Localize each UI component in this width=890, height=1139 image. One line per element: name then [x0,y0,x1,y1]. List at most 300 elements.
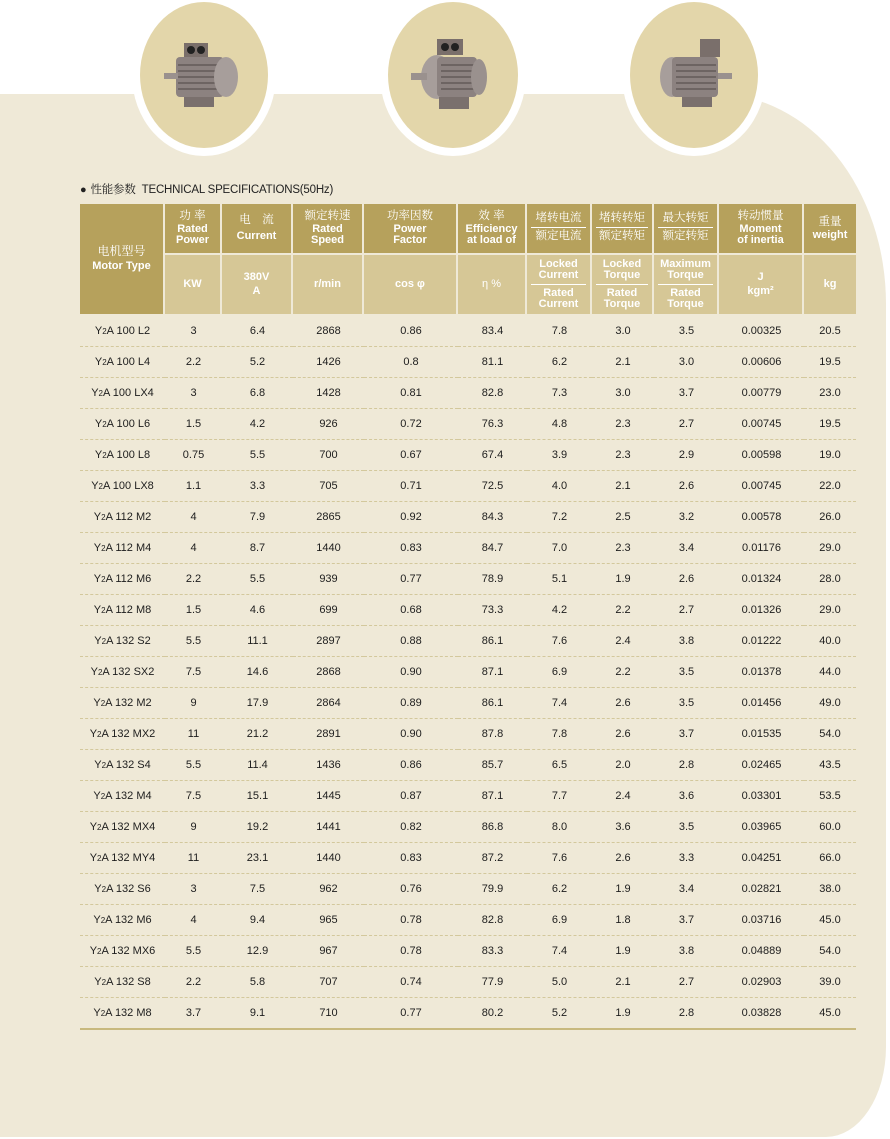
cell-max-torque-ratio: 3.7 [654,905,719,936]
cell-power-factor: 0.78 [364,936,458,967]
cell-locked-torque-ratio: 2.3 [592,533,654,564]
cell-efficiency: 73.3 [458,595,527,626]
cell-max-torque-ratio: 3.4 [654,874,719,905]
cell-max-torque-ratio: 3.8 [654,936,719,967]
cell-rated-power: 11 [165,719,222,750]
cell-rated-power: 7.5 [165,781,222,812]
table-row [80,874,856,905]
cell-moment-of-inertia: 0.01222 [719,626,804,657]
cell-power-factor: 0.86 [364,316,458,347]
header-label-en: weight [812,228,848,241]
motor-photo-left [140,2,268,148]
unit-label: Locked [539,258,578,270]
header-label-zh: 电机型号 [97,244,146,258]
cell-weight: 43.5 [804,750,856,781]
table-row [80,843,856,874]
cell-max-torque-ratio: 2.8 [654,750,719,781]
cell-efficiency: 77.9 [458,967,527,998]
cell-rated-speed: 926 [293,409,364,440]
series-digit: 2 [101,761,107,770]
header-label-zh: 额定转矩 [662,230,709,242]
series-digit: 2 [100,1009,106,1018]
table-row [80,657,856,688]
cell-locked-current-ratio: 7.8 [527,719,592,750]
header-label-en: Speed [310,234,344,246]
cell-motor-type: Y2A 132 S4 [80,750,165,781]
cell-max-torque-ratio: 2.7 [654,595,719,626]
cell-locked-current-ratio: 6.2 [527,347,592,378]
cell-locked-torque-ratio: 1.9 [592,998,654,1030]
header-label-zh: 额定转速 [304,210,351,222]
cell-weight: 26.0 [804,502,856,533]
cell-rated-power: 5.5 [165,750,222,781]
header-label-en: Power [175,234,209,246]
cell-max-torque-ratio: 3.5 [654,812,719,843]
table-row [80,595,856,626]
series-digit: 2 [102,358,107,367]
header-weight [804,204,856,255]
cell-locked-current-ratio: 5.1 [527,564,592,595]
cell-rated-speed: 1445 [293,781,364,812]
cell-rated-speed: 1436 [293,750,364,781]
cell-moment-of-inertia: 0.01535 [719,719,804,750]
cell-power-factor: 0.86 [364,750,458,781]
cell-current: 5.2 [222,347,293,378]
cell-weight: 44.0 [804,657,856,688]
cell-locked-current-ratio: 7.8 [527,316,592,347]
table-row [80,750,856,781]
header-label-zh: 电 流 [239,214,274,226]
series-digit: 2 [100,792,106,801]
cell-weight: 54.0 [804,719,856,750]
cell-rated-power: 9 [165,812,222,843]
cell-weight: 20.5 [804,316,856,347]
unit-max-torque-ratio [654,255,719,316]
cell-rated-speed: 2865 [293,502,364,533]
header-power-factor [364,204,458,255]
unit-label: Rated [543,287,574,299]
cell-power-factor: 0.90 [364,657,458,688]
cell-moment-of-inertia: 0.00325 [719,316,804,347]
cell-current: 14.6 [222,657,293,688]
bullet-icon: ● [80,184,87,196]
unit-label: Torque [667,269,704,281]
cell-power-factor: 0.89 [364,688,458,719]
cell-rated-power: 2.2 [165,347,222,378]
cell-motor-type: Y2A 100 LX8 [80,471,165,502]
cell-rated-power: 9 [165,688,222,719]
cell-locked-torque-ratio: 2.4 [592,626,654,657]
header-label-en: Rated [312,223,343,235]
cell-motor-type: Y2A 132 MX6 [80,936,165,967]
series-digit: 2 [102,451,107,460]
unit-label: J [757,271,764,283]
cell-efficiency: 87.1 [458,657,527,688]
series-digit: 2 [100,699,106,708]
cell-efficiency: 80.2 [458,998,527,1030]
cell-locked-current-ratio: 6.9 [527,657,592,688]
unit-current [222,255,293,316]
cell-current: 11.4 [222,750,293,781]
header-label-zh: 功率因数 [387,210,433,222]
unit-label: Torque [603,298,641,310]
cell-power-factor: 0.76 [364,874,458,905]
cell-locked-current-ratio: 8.0 [527,812,592,843]
cell-rated-speed: 967 [293,936,364,967]
cell-rated-speed: 705 [293,471,364,502]
cell-rated-speed: 965 [293,905,364,936]
cell-efficiency: 86.1 [458,626,527,657]
cell-power-factor: 0.81 [364,378,458,409]
cell-weight: 54.0 [804,936,856,967]
cell-locked-torque-ratio: 2.3 [592,409,654,440]
cell-efficiency: 82.8 [458,905,527,936]
cell-rated-speed: 700 [293,440,364,471]
cell-motor-type: Y2A 132 S6 [80,874,165,905]
table-row [80,967,856,998]
cell-moment-of-inertia: 0.00745 [719,471,804,502]
cell-rated-power: 7.5 [165,657,222,688]
cell-moment-of-inertia: 0.01456 [719,688,804,719]
cell-current: 11.1 [222,626,293,657]
cell-locked-torque-ratio: 2.1 [592,967,654,998]
cell-motor-type: Y2A 132 M4 [80,781,165,812]
cell-max-torque-ratio: 2.6 [654,471,719,502]
cell-moment-of-inertia: 0.00606 [719,347,804,378]
cell-max-torque-ratio: 2.6 [654,564,719,595]
cell-locked-torque-ratio: 2.6 [592,843,654,874]
cell-power-factor: 0.78 [364,905,458,936]
header-label-zh: 效 率 [478,210,505,222]
cell-max-torque-ratio: 3.4 [654,533,719,564]
cell-rated-speed: 962 [293,874,364,905]
cell-current: 9.4 [222,905,293,936]
series-digit: 2 [97,668,103,677]
table-row [80,936,856,967]
cell-motor-type: Y2A 132 M2 [80,688,165,719]
cell-rated-power: 3 [165,316,222,347]
unit-label: Current [538,269,579,281]
cell-moment-of-inertia: 0.03301 [719,781,804,812]
cell-moment-of-inertia: 0.01378 [719,657,804,688]
cell-current: 8.7 [222,533,293,564]
cell-current: 15.1 [222,781,293,812]
unit-label: KW [183,278,202,290]
cell-moment-of-inertia: 0.01176 [719,533,804,564]
cell-locked-torque-ratio: 2.2 [592,657,654,688]
header-locked-current-ratio [527,204,592,255]
cell-power-factor: 0.74 [364,967,458,998]
header-label-zh: 额定转矩 [599,230,645,242]
cell-locked-current-ratio: 4.0 [527,471,592,502]
cell-motor-type: Y2A 112 M6 [80,564,165,595]
cell-efficiency: 84.3 [458,502,527,533]
cell-moment-of-inertia: 0.00779 [719,378,804,409]
cell-motor-type: Y2A 112 M2 [80,502,165,533]
cell-power-factor: 0.87 [364,781,458,812]
cell-max-torque-ratio: 3.5 [654,657,719,688]
table-row [80,905,856,936]
cell-weight: 28.0 [804,564,856,595]
table-row [80,533,856,564]
cell-weight: 19.5 [804,409,856,440]
cell-efficiency: 86.8 [458,812,527,843]
unit-locked-current-ratio [527,255,592,316]
header-row-units [80,255,856,316]
cell-moment-of-inertia: 0.02903 [719,967,804,998]
cell-current: 19.2 [222,812,293,843]
cell-current: 7.9 [222,502,293,533]
cell-max-torque-ratio: 3.0 [654,347,719,378]
cell-rated-speed: 707 [293,967,364,998]
unit-label: kgm² [747,285,774,297]
cell-motor-type: Y2A 132 M6 [80,905,165,936]
cell-current: 6.4 [222,316,293,347]
cell-locked-current-ratio: 7.0 [527,533,592,564]
table-row [80,564,856,595]
cell-locked-torque-ratio: 3.0 [592,378,654,409]
cell-efficiency: 67.4 [458,440,527,471]
cell-power-factor: 0.67 [364,440,458,471]
header-current [222,204,293,255]
header-label-zh: 堵转电流 [531,213,586,228]
cell-power-factor: 0.90 [364,719,458,750]
cell-current: 12.9 [222,936,293,967]
cell-max-torque-ratio: 3.7 [654,378,719,409]
table-row [80,626,856,657]
cell-weight: 19.0 [804,440,856,471]
cell-rated-power: 3 [165,378,222,409]
cell-locked-current-ratio: 7.4 [527,936,592,967]
cell-locked-torque-ratio: 1.9 [592,936,654,967]
header-label-en: Factor [393,234,427,246]
series-digit: 2 [101,885,107,894]
cell-locked-torque-ratio: 3.6 [592,812,654,843]
cell-rated-power: 5.5 [165,936,222,967]
cell-moment-of-inertia: 0.03828 [719,998,804,1030]
unit-speed [293,255,364,316]
table-row [80,347,856,378]
cell-rated-power: 1.5 [165,409,222,440]
series-digit: 2 [102,420,107,429]
header-label-zh: 最大转矩 [658,213,713,228]
header-locked-torque-ratio [592,204,654,255]
header-label-zh: 转动惯量 [737,210,784,222]
cell-weight: 60.0 [804,812,856,843]
cell-rated-speed: 2891 [293,719,364,750]
cell-current: 9.1 [222,998,293,1030]
cell-motor-type: Y2A 100 L2 [80,316,165,347]
cell-max-torque-ratio: 3.5 [654,688,719,719]
section-title-en: TECHNICAL SPECIFICATIONS(50Hz) [141,184,334,196]
motor-photo-center [388,2,518,148]
cell-rated-speed: 939 [293,564,364,595]
series-digit: 2 [97,823,102,832]
cell-rated-power: 3.7 [165,998,222,1030]
cell-rated-speed: 1440 [293,843,364,874]
cell-motor-type: Y2A 100 L8 [80,440,165,471]
cell-moment-of-inertia: 0.03965 [719,812,804,843]
cell-locked-current-ratio: 5.2 [527,998,592,1030]
unit-label: 380V [243,271,270,283]
cell-power-factor: 0.71 [364,471,458,502]
cell-moment-of-inertia: 0.02821 [719,874,804,905]
cell-power-factor: 0.77 [364,998,458,1030]
header-label-en: Moment [739,223,782,235]
table-row [80,812,856,843]
specifications-table [80,204,856,1030]
header-label-en: Power [393,223,427,235]
unit-label: cos φ [395,278,425,290]
cell-efficiency: 81.1 [458,347,527,378]
cell-moment-of-inertia: 0.03716 [719,905,804,936]
cell-locked-torque-ratio: 2.6 [592,688,654,719]
cell-weight: 49.0 [804,688,856,719]
header-rated-power [165,204,222,255]
cell-motor-type: Y2A 100 L6 [80,409,165,440]
cell-max-torque-ratio: 3.3 [654,843,719,874]
unit-locked-torque-ratio [592,255,654,316]
cell-max-torque-ratio: 2.8 [654,998,719,1030]
cell-rated-speed: 710 [293,998,364,1030]
cell-locked-current-ratio: 7.3 [527,378,592,409]
cell-locked-torque-ratio: 2.6 [592,719,654,750]
unit-efficiency [458,255,527,316]
unit-label: kg [823,278,837,290]
header-label-zh: 重量 [818,215,842,228]
cell-locked-torque-ratio: 1.9 [592,874,654,905]
cell-rated-power: 11 [165,843,222,874]
table-row [80,688,856,719]
cell-rated-speed: 1426 [293,347,364,378]
series-digit: 2 [100,916,106,925]
table-row [80,998,856,1030]
cell-current: 5.8 [222,967,293,998]
cell-locked-torque-ratio: 2.4 [592,781,654,812]
cell-rated-power: 0.75 [165,440,222,471]
cell-locked-torque-ratio: 2.0 [592,750,654,781]
cell-efficiency: 72.5 [458,471,527,502]
header-efficiency [458,204,527,255]
cell-current: 23.1 [222,843,293,874]
series-digit: 2 [97,854,102,863]
cell-current: 5.5 [222,564,293,595]
unit-cos-phi [364,255,458,316]
cell-weight: 40.0 [804,626,856,657]
header-label-en: of inertia [737,234,784,246]
cell-motor-type: Y2A 112 M4 [80,533,165,564]
series-digit: 2 [101,978,107,987]
cell-efficiency: 87.8 [458,719,527,750]
cell-locked-torque-ratio: 2.2 [592,595,654,626]
cell-motor-type: Y2A 100 L4 [80,347,165,378]
cell-rated-power: 5.5 [165,626,222,657]
cell-locked-current-ratio: 4.8 [527,409,592,440]
cell-efficiency: 78.9 [458,564,527,595]
section-title [80,181,333,197]
series-digit: 2 [101,606,106,615]
table-row [80,471,856,502]
motor-photo-right [630,2,758,148]
cell-power-factor: 0.8 [364,347,458,378]
cell-locked-current-ratio: 4.2 [527,595,592,626]
cell-power-factor: 0.68 [364,595,458,626]
cell-max-torque-ratio: 2.9 [654,440,719,471]
header-label-en: at load of [467,234,516,246]
cell-locked-current-ratio: 6.9 [527,905,592,936]
cell-max-torque-ratio: 3.7 [654,719,719,750]
cell-current: 5.5 [222,440,293,471]
series-digit: 2 [101,637,107,646]
cell-efficiency: 86.1 [458,688,527,719]
series-digit: 2 [98,482,103,491]
cell-weight: 23.0 [804,378,856,409]
cell-rated-power: 3 [165,874,222,905]
cell-motor-type: Y2A 132 S2 [80,626,165,657]
cell-locked-torque-ratio: 2.1 [592,347,654,378]
unit-label: Torque [667,298,704,310]
cell-motor-type: Y2A 132 SX2 [80,657,165,688]
cell-rated-speed: 1428 [293,378,364,409]
series-digit: 2 [97,947,102,956]
cell-weight: 38.0 [804,874,856,905]
cell-efficiency: 76.3 [458,409,527,440]
unit-weight [804,255,856,316]
cell-weight: 66.0 [804,843,856,874]
cell-locked-current-ratio: 7.2 [527,502,592,533]
cell-efficiency: 83.3 [458,936,527,967]
header-row-titles [80,204,856,255]
header-rated-speed [293,204,364,255]
cell-motor-type: Y2A 132 MY4 [80,843,165,874]
cell-locked-current-ratio: 5.0 [527,967,592,998]
unit-label: η % [482,278,501,290]
cell-motor-type: Y2A 132 S8 [80,967,165,998]
cell-rated-power: 2.2 [165,967,222,998]
cell-max-torque-ratio: 2.7 [654,409,719,440]
header-label-en: Current [236,230,277,242]
header-label-en: Motor Type [92,260,151,272]
cell-moment-of-inertia: 0.00598 [719,440,804,471]
motor-icon [154,25,254,125]
unit-label: A [252,285,261,297]
cell-power-factor: 0.72 [364,409,458,440]
header-label-zh: 额定电流 [535,230,582,242]
cell-efficiency: 87.2 [458,843,527,874]
unit-label: Rated [606,287,638,299]
unit-label: Maximum [660,258,711,270]
cell-locked-torque-ratio: 2.1 [592,471,654,502]
cell-rated-power: 4 [165,905,222,936]
series-digit: 2 [101,544,106,553]
cell-max-torque-ratio: 3.5 [654,316,719,347]
cell-rated-speed: 1440 [293,533,364,564]
cell-locked-current-ratio: 3.9 [527,440,592,471]
unit-label: Torque [603,269,641,281]
unit-inertia [719,255,804,316]
cell-locked-torque-ratio: 2.3 [592,440,654,471]
cell-motor-type: Y2A 132 MX2 [80,719,165,750]
unit-label: Locked [602,258,642,270]
cell-max-torque-ratio: 3.6 [654,781,719,812]
cell-rated-power: 2.2 [165,564,222,595]
cell-max-torque-ratio: 3.8 [654,626,719,657]
cell-weight: 39.0 [804,967,856,998]
cell-current: 17.9 [222,688,293,719]
header-max-torque-ratio [654,204,719,255]
cell-current: 3.3 [222,471,293,502]
series-digit: 2 [97,730,102,739]
